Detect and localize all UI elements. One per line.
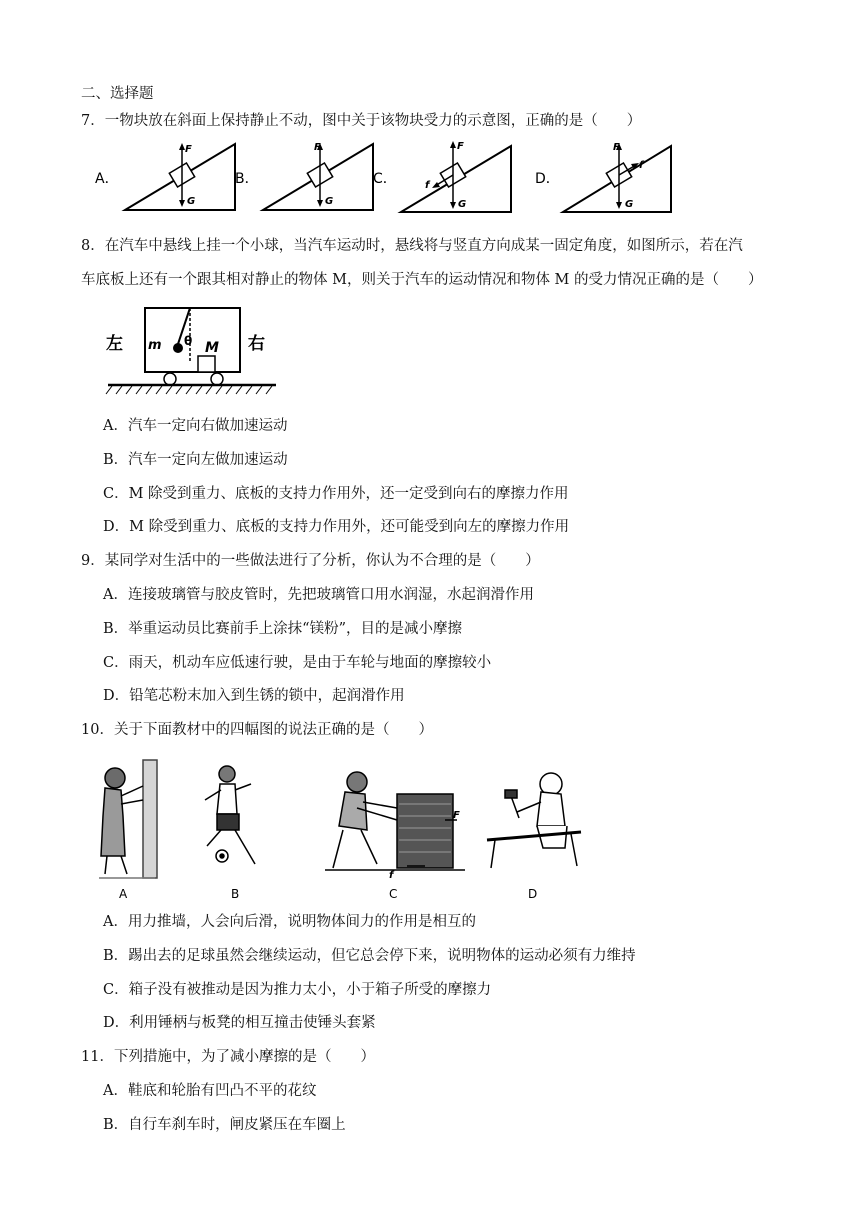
figure-b-football [205,766,255,864]
figure-c-push-box [325,772,465,870]
question-8-option-a: A．汽车一定向右做加速运动 [103,418,288,434]
question-10-option-a: A．用力推墙，人会向后滑，说明物体间力的作用是相互的 [103,914,476,930]
question-8-stem-line1: 8．在汽车中悬线上挂一个小球，当汽车运动时，悬线将与竖直方向成某一固定角度，如图所示，若在汽 [81,238,743,254]
figure-label-a: A． [95,171,119,187]
block-M [198,356,215,372]
svg-text:f: f [639,160,644,171]
svg-text:G: G [325,196,334,207]
figure-caption-b: B [231,887,240,901]
question-11-option-a: A．鞋底和轮胎有凹凸不平的花纹 [103,1083,317,1099]
question-10-option-b: B．踢出去的足球虽然会继续运动，但它总会停下来，说明物体的运动必须有力维持 [103,948,636,964]
question-11-option-b: B．自行车刹车时，闸皮紧压在车圈上 [103,1117,346,1133]
figure-label-c: C． [373,171,397,187]
svg-text:G: G [625,199,634,210]
question-9-option-a: A．连接玻璃管与胶皮管时，先把玻璃管口用水润湿，水起润滑作用 [103,587,534,603]
question-7-incline-figures [85,140,685,218]
label-left: 左 [106,334,123,354]
question-9-stem: 9．某同学对生活中的一些做法进行了分析，你认为不合理的是（ ） [81,553,540,569]
question-8-option-d: D．M 除受到重力、底板的支持力作用外，还可能受到向左的摩擦力作用 [103,519,570,535]
figure-label-d: D． [535,171,560,187]
question-8-option-c: C．M 除受到重力、底板的支持力作用外，还一定受到向右的摩擦力作用 [103,486,569,502]
svg-text:F: F [314,142,321,153]
label-right: 右 [248,334,265,354]
figure-label-b: B． [235,171,259,187]
figure-caption-a: A [119,887,128,901]
question-8-option-b: B．汽车一定向左做加速运动 [103,452,288,468]
question-9-option-b: B．举重运动员比赛前手上涂抹“镁粉”，目的是减小摩擦 [103,621,462,637]
figure-caption-c: C [389,887,398,901]
svg-text:F: F [613,142,620,153]
question-10-textbook-figures [95,756,595,906]
question-8-stem-line2: 车底板上还有一个跟其相对静止的物体 M，则关于汽车的运动情况和物体 M 的受力情况正确的是（ ） [81,272,763,288]
question-8-car-figure [100,302,280,398]
svg-text:θ: θ [184,334,193,348]
svg-text:F: F [185,144,192,155]
question-9-option-c: C．雨天，机动车应低速行驶，是由于车轮与地面的摩擦较小 [103,655,492,671]
svg-text:f: f [389,870,394,881]
question-10-option-c: C．箱子没有被推动是因为推力太小，小于箱子所受的摩擦力 [103,982,492,998]
hanging-ball [173,343,183,353]
wheel-left [164,373,176,385]
svg-text:m: m [148,338,162,353]
question-7-stem: 7．一物块放在斜面上保持静止不动，图中关于该物块受力的示意图，正确的是（ ） [81,113,642,129]
section-title: 二、选择题 [81,86,154,102]
svg-text:F: F [453,810,460,821]
svg-text:G: G [187,196,196,207]
question-9-option-d: D．铅笔芯粉末加入到生锈的锁中，起润滑作用 [103,688,405,704]
svg-text:M: M [205,340,219,356]
question-10-stem: 10．关于下面教材中的四幅图的说法正确的是（ ） [81,722,433,738]
figure-caption-d: D [528,887,538,901]
question-10-option-d: D．利用锤柄与板凳的相互撞击使锤头套紧 [103,1015,376,1031]
svg-text:F: F [457,141,464,152]
question-11-stem: 11．下列措施中，为了减小摩擦的是（ ） [81,1049,375,1065]
figure-d-hammer-bench [487,773,581,868]
wheel-right [211,373,223,385]
svg-text:G: G [458,199,467,210]
svg-text:f: f [425,180,430,191]
figure-a-push-wall [99,760,157,878]
